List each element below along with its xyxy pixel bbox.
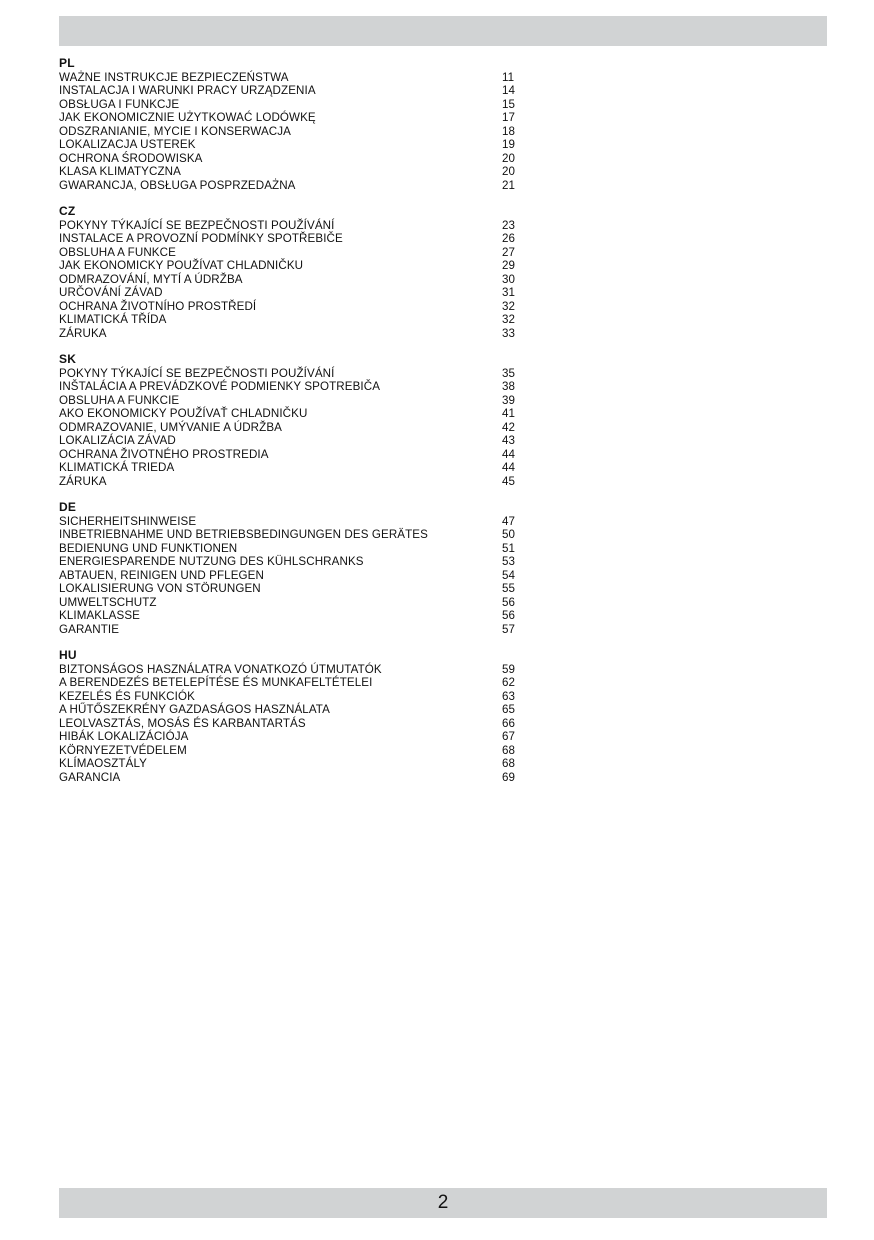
toc-entry-title: ZÁRUKA xyxy=(59,474,107,488)
toc-entry-page: 63 xyxy=(502,689,516,703)
toc-entry-title: ODMRAZOVANIE, UMÝVANIE A ÚDRŽBA xyxy=(59,420,282,434)
toc-entry-page: 39 xyxy=(502,393,516,407)
toc-entry-page: 47 xyxy=(502,514,516,528)
toc-entry xyxy=(59,676,519,690)
toc-entry-title: URČOVÁNÍ ZÁVAD xyxy=(59,286,163,299)
toc-entry xyxy=(59,380,519,394)
toc-entry-title: INŠTALÁCIA A PREVÁDZKOVÉ PODMIENKY SPOTREBIČA xyxy=(59,380,381,393)
toc-entry-title: GARANCIA xyxy=(59,770,121,784)
toc-entry xyxy=(59,730,519,744)
toc-entry-title: KLIMATICKÁ TRIEDA xyxy=(59,461,175,474)
toc-entry-page: 51 xyxy=(502,541,516,555)
toc-entry-page: 44 xyxy=(502,461,516,474)
toc-entry xyxy=(59,71,519,85)
toc-entry xyxy=(59,219,519,233)
toc-entry-title: LOKALISIERUNG VON STÖRUNGEN xyxy=(59,582,261,595)
toc-entry-page: 66 xyxy=(502,716,516,730)
toc-entry-page: 56 xyxy=(502,609,516,622)
toc-entry-title: OBSLUHA A FUNKCIE xyxy=(59,393,180,407)
toc-entry-page: 68 xyxy=(502,757,516,770)
toc-entry xyxy=(59,300,519,314)
toc-entry-title: ZÁRUKA xyxy=(59,326,107,340)
toc-entry-page: 30 xyxy=(502,272,516,286)
toc-entry xyxy=(59,609,519,623)
toc-entry-title: ODSZRANIANIE, MYCIE I KONSERWACJA xyxy=(59,124,291,138)
toc-entry-title: POKYNY TÝKAJÍCÍ SE BEZPEČNOSTI POUŽÍVÁNÍ xyxy=(59,218,335,232)
toc-entry-page: 35 xyxy=(502,366,516,380)
toc-entry-page: 29 xyxy=(502,259,516,272)
toc-entry-title: UMWELTSCHUTZ xyxy=(59,595,157,609)
toc-entry-title: JAK EKONOMICZNIE UŻYTKOWAĆ LODÓWKĘ xyxy=(59,111,316,124)
toc-entry xyxy=(59,555,519,569)
toc-entry-title: BEDIENUNG UND FUNKTIONEN xyxy=(59,541,238,555)
toc-entry-title: GWARANCJA, OBSŁUGA POSPRZEDAŻNA xyxy=(59,178,296,192)
toc-entry xyxy=(59,717,519,731)
toc-entry-page: 55 xyxy=(502,582,516,595)
toc-entry xyxy=(59,515,519,529)
toc-entry xyxy=(59,407,519,421)
header-bar xyxy=(59,16,827,46)
toc-entry-page: 59 xyxy=(502,662,516,676)
section-language-code: CZ xyxy=(59,204,76,218)
toc-entry xyxy=(59,744,519,758)
table-of-contents xyxy=(59,57,519,797)
toc-entry-page: 20 xyxy=(502,165,516,178)
toc-entry-page: 56 xyxy=(502,595,516,609)
toc-entry-page: 45 xyxy=(502,474,516,488)
toc-entry xyxy=(59,703,519,717)
toc-entry-page: 14 xyxy=(502,84,516,97)
toc-entry-title: SICHERHEITSHINWEISE xyxy=(59,514,197,528)
toc-entry-title: JAK EKONOMICKY POUŽÍVAT CHLADNIČKU xyxy=(59,259,304,272)
toc-entry-page: 32 xyxy=(502,313,516,326)
toc-entry xyxy=(59,623,519,637)
toc-entry xyxy=(59,528,519,542)
toc-entry-title: KLÍMAOSZTÁLY xyxy=(59,757,147,770)
toc-section-pl xyxy=(59,57,519,192)
toc-entry-title: LEOLVASZTÁS, MOSÁS ÉS KARBANTARTÁS xyxy=(59,716,306,730)
toc-entry xyxy=(59,246,519,260)
toc-entry-title: GARANTIE xyxy=(59,622,120,636)
toc-entry-page: 50 xyxy=(502,528,516,541)
toc-entry-page: 17 xyxy=(502,111,516,124)
toc-entry xyxy=(59,475,519,489)
toc-entry-title: OBSLUHA A FUNKCE xyxy=(59,245,176,259)
section-language-code: DE xyxy=(59,500,77,514)
toc-entry-page: 21 xyxy=(502,178,516,192)
toc-entry xyxy=(59,232,519,246)
toc-entry xyxy=(59,84,519,98)
toc-entry xyxy=(59,771,519,785)
toc-entry xyxy=(59,569,519,583)
page-number: 2 xyxy=(437,1192,449,1213)
toc-entry-title: INSTALACJA I WARUNKI PRACY URZĄDZENIA xyxy=(59,84,316,97)
toc-entry xyxy=(59,542,519,556)
toc-entry-page: 19 xyxy=(502,138,516,151)
toc-entry xyxy=(59,394,519,408)
toc-entry-page: 69 xyxy=(502,770,516,784)
toc-entry-page: 26 xyxy=(502,232,516,245)
toc-entry-page: 57 xyxy=(502,622,516,636)
toc-entry-page: 18 xyxy=(502,124,516,138)
footer-bar xyxy=(59,1188,827,1218)
toc-entry-page: 67 xyxy=(502,730,516,743)
toc-entry xyxy=(59,596,519,610)
section-language-code: HU xyxy=(59,648,77,662)
toc-entry-title: KEZELÉS ÉS FUNKCIÓK xyxy=(59,689,195,703)
toc-entry-title: ODMRAZOVÁNÍ, MYTÍ A ÚDRŽBA xyxy=(59,272,243,286)
toc-entry-page: 20 xyxy=(502,151,516,165)
toc-entry xyxy=(59,461,519,475)
toc-entry-title: KÖRNYEZETVÉDELEM xyxy=(59,743,187,757)
toc-entry-page: 53 xyxy=(502,555,516,568)
toc-entry-title: OCHRANA ŽIVOTNÉHO PROSTREDIA xyxy=(59,447,269,461)
toc-entry xyxy=(59,582,519,596)
toc-entry-title: KLIMAKLASSE xyxy=(59,609,141,622)
toc-entry-title: LOKALIZÁCIA ZÁVAD xyxy=(59,434,176,447)
toc-entry-title: BIZTONSÁGOS HASZNÁLATRA VONATKOZÓ ÚTMUTATÓK xyxy=(59,662,382,676)
toc-entry xyxy=(59,286,519,300)
toc-entry-title: POKYNY TÝKAJÍCÍ SE BEZPEČNOSTI POUŽÍVÁNÍ xyxy=(59,366,335,380)
toc-entry-title: OCHRANA ŽIVOTNÍHO PROSTŘEDÍ xyxy=(59,299,257,313)
toc-entry xyxy=(59,179,519,193)
toc-entry-title: KLASA KLIMATYCZNA xyxy=(59,165,181,178)
toc-entry-page: 44 xyxy=(502,447,516,461)
toc-entry-page: 31 xyxy=(502,286,516,299)
toc-entry xyxy=(59,259,519,273)
toc-entry-title: LOKALIZACJA USTEREK xyxy=(59,138,196,151)
section-language-code: PL xyxy=(59,56,75,70)
toc-entry-page: 38 xyxy=(502,380,516,393)
toc-entry xyxy=(59,111,519,125)
toc-entry-title: A BERENDEZÉS BETELEPÍTÉSE ÉS MUNKAFELTÉTELEI xyxy=(59,676,373,689)
toc-entry xyxy=(59,757,519,771)
toc-entry-page: 33 xyxy=(502,326,516,340)
toc-entry-page: 42 xyxy=(502,420,516,434)
toc-entry-title: HIBÁK LOKALIZÁCIÓJA xyxy=(59,730,189,743)
toc-entry xyxy=(59,138,519,152)
toc-entry-page: 65 xyxy=(502,703,516,716)
toc-entry-title: KLIMATICKÁ TŘÍDA xyxy=(59,313,167,326)
toc-entry-title: OCHRONA ŚRODOWISKA xyxy=(59,151,203,165)
toc-entry xyxy=(59,165,519,179)
toc-entry-title: A HŰTŐSZEKRÉNY GAZDASÁGOS HASZNÁLATA xyxy=(59,703,330,716)
section-language-code: SK xyxy=(59,352,77,366)
toc-entry-page: 54 xyxy=(502,568,516,582)
toc-entry-page: 11 xyxy=(502,70,515,84)
toc-entry-page: 62 xyxy=(502,676,516,689)
toc-entry-title: AKO EKONOMICKY POUŽÍVAŤ CHLADNIČKU xyxy=(59,407,308,420)
toc-entry-title: INBETRIEBNAHME UND BETRIEBSBEDINGUNGEN DES GERÄTES xyxy=(59,528,428,541)
toc-entry xyxy=(59,448,519,462)
toc-entry xyxy=(59,273,519,287)
toc-entry xyxy=(59,421,519,435)
toc-section-cz xyxy=(59,205,519,340)
toc-entry xyxy=(59,152,519,166)
toc-entry-page: 27 xyxy=(502,245,516,259)
toc-entry xyxy=(59,125,519,139)
toc-entry-title: WAŻNE INSTRUKCJE BEZPIECZEŃSTWA xyxy=(59,70,289,84)
toc-section-sk xyxy=(59,353,519,488)
toc-entry-title: ENERGIESPARENDE NUTZUNG DES KÜHLSCHRANKS xyxy=(59,555,364,568)
toc-section-de xyxy=(59,501,519,636)
toc-entry-page: 15 xyxy=(502,97,516,111)
toc-entry xyxy=(59,663,519,677)
toc-section-hu xyxy=(59,649,519,784)
toc-entry-page: 23 xyxy=(502,218,516,232)
toc-entry-page: 43 xyxy=(502,434,516,447)
toc-entry-title: ABTAUEN, REINIGEN UND PFLEGEN xyxy=(59,568,264,582)
toc-entry-page: 41 xyxy=(502,407,516,420)
toc-entry xyxy=(59,98,519,112)
toc-entry xyxy=(59,690,519,704)
toc-entry-page: 32 xyxy=(502,299,516,313)
toc-entry-title: INSTALACE A PROVOZNÍ PODMÍNKY SPOTŘEBIČE xyxy=(59,232,343,245)
toc-entry xyxy=(59,313,519,327)
toc-entry xyxy=(59,327,519,341)
toc-entry xyxy=(59,367,519,381)
toc-entry xyxy=(59,434,519,448)
toc-entry-page: 68 xyxy=(502,743,516,757)
toc-entry-title: OBSŁUGA I FUNKCJE xyxy=(59,97,180,111)
